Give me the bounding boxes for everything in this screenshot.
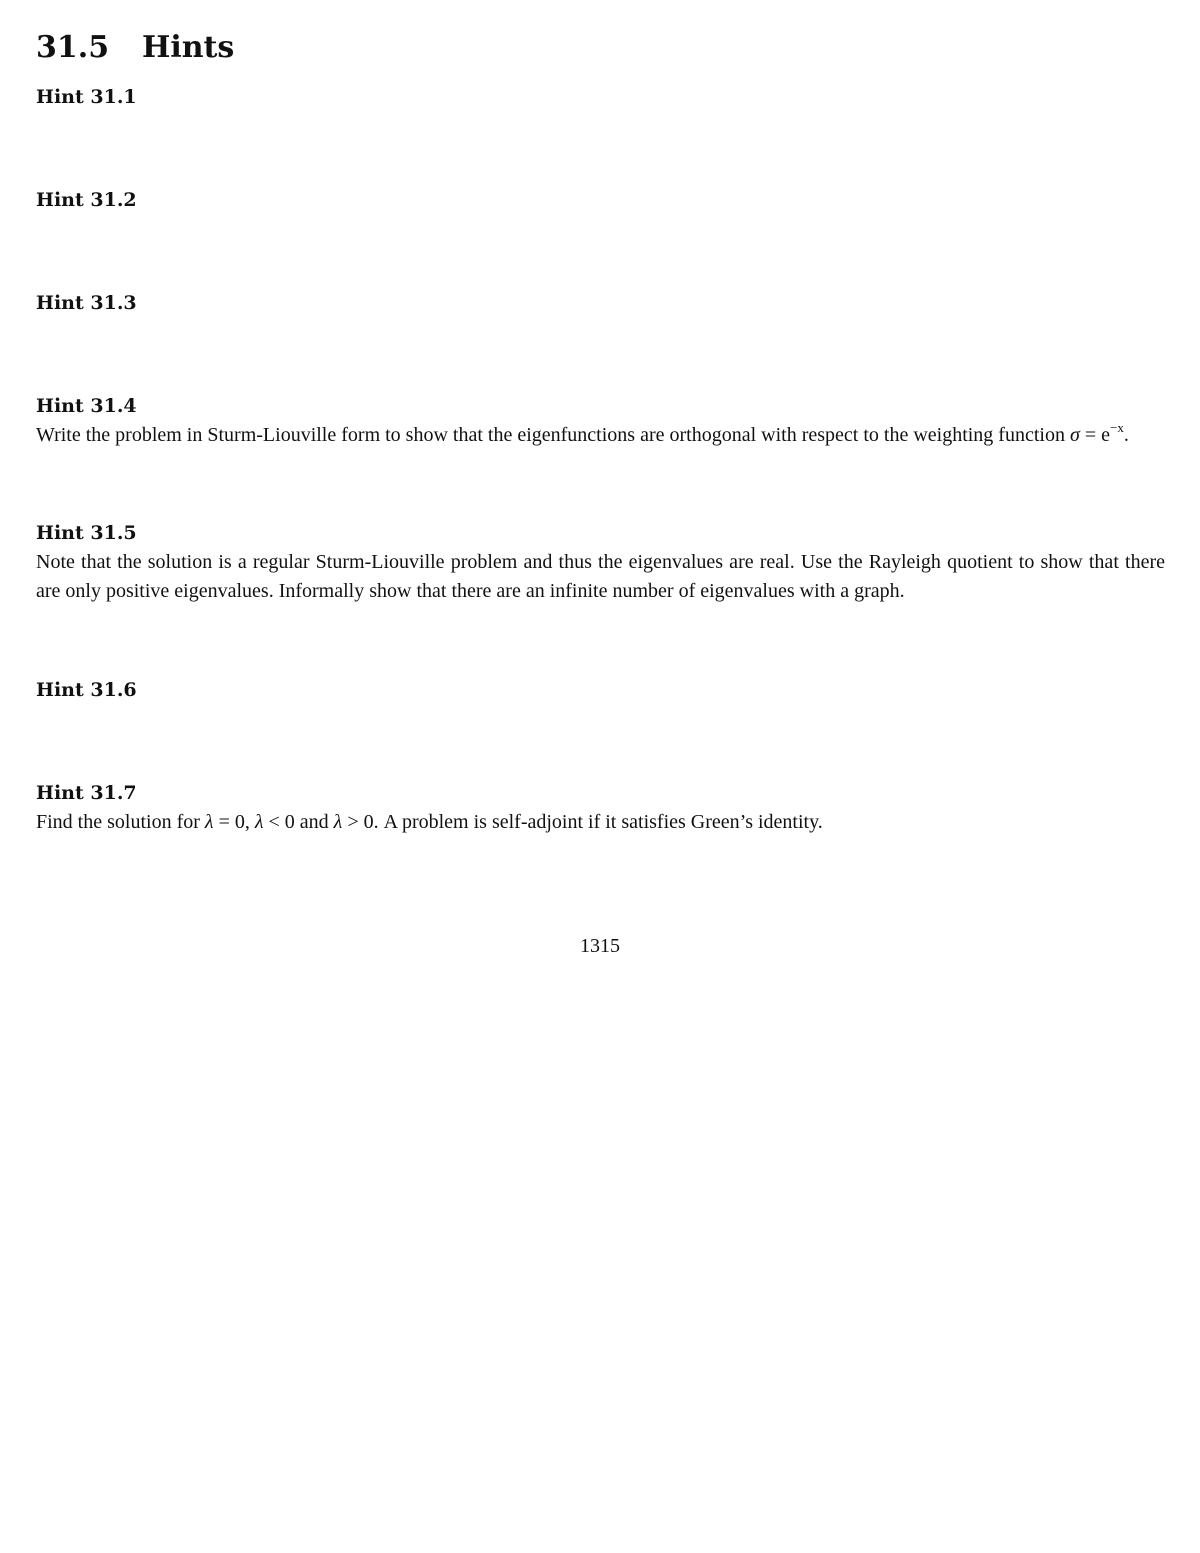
page-number: 1315	[580, 935, 620, 957]
hint-body: Note that the solution is a regular Sturm-Liouville problem and thus the eigenvalues are real. Use the Rayleigh quotient to show that there are only positive eigenvalues. Informally show that there are an infinite number of eigenvalues with a graph.	[36, 551, 1165, 602]
hint-31-6	[36, 677, 1165, 703]
hint-body	[36, 808, 1165, 837]
hint-31-5	[36, 520, 1165, 605]
hint-title: Hint 31.6	[36, 679, 137, 701]
math-exponent: −x	[1110, 420, 1124, 436]
math-cond-negative: < 0 and	[263, 811, 334, 833]
hint-31-4	[36, 393, 1165, 450]
hint-31-2	[36, 187, 1165, 213]
hint-title: Hint 31.5	[36, 522, 137, 544]
hint-31-7	[36, 780, 1165, 837]
math-lambda: λ	[204, 811, 214, 833]
section-heading	[36, 28, 234, 68]
hint-title: Hint 31.1	[36, 86, 137, 108]
math-cond-zero: = 0,	[213, 811, 255, 833]
hint-text: Write the problem in Sturm-Liouville form to show that the eigenfunctions are orthogonal with respect to the weighting function	[36, 424, 1070, 446]
hint-title: Hint 31.7	[36, 782, 137, 804]
hint-title: Hint 31.4	[36, 395, 137, 417]
hint-text-end: .	[1123, 424, 1129, 446]
math-lambda: λ	[254, 811, 264, 833]
section-title: Hints	[142, 30, 235, 65]
section-number: 31.5	[36, 30, 110, 65]
math-sigma: σ	[1069, 424, 1080, 446]
hint-title: Hint 31.3	[36, 292, 137, 314]
hint-31-1	[36, 84, 1165, 110]
math-equals: = e	[1079, 424, 1110, 446]
hint-text: Find the solution for	[36, 811, 205, 833]
math-lambda: λ	[333, 811, 343, 833]
hint-31-3	[36, 290, 1165, 316]
math-cond-positive: > 0. A problem is self-adjoint if it satisfies Green’s identity.	[342, 811, 823, 833]
hint-body	[36, 421, 1165, 450]
hint-title: Hint 31.2	[36, 189, 137, 211]
